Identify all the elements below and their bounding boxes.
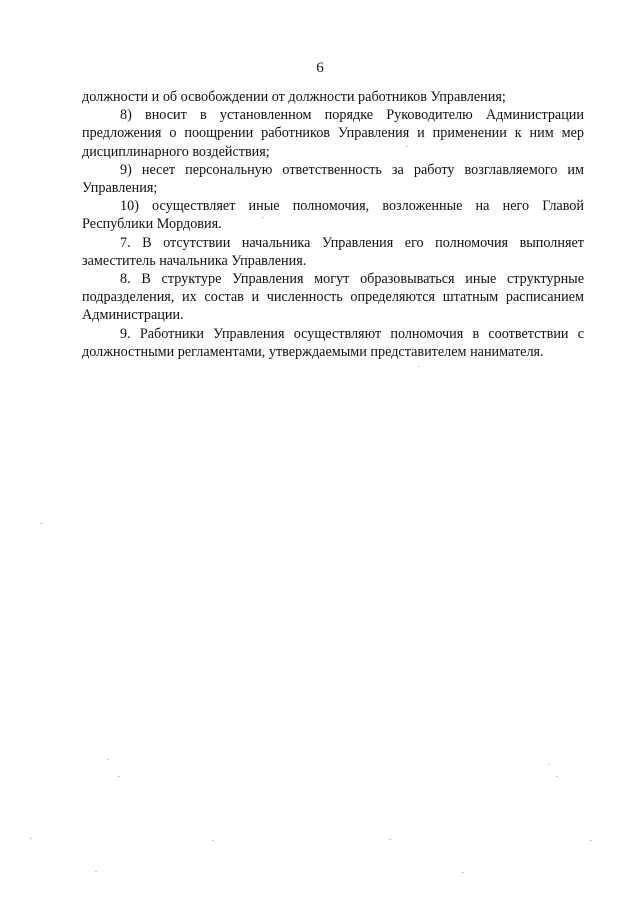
- scan-speck: [548, 764, 550, 765]
- scan-speck: [118, 776, 120, 777]
- paragraph-continuation: должности и об освобождении от должности работников Управления;: [82, 89, 506, 105]
- paragraph-item-10: 10) осуществляет иные полномочия, возложенные на него Главой Республики Мордовия.: [82, 198, 584, 233]
- paragraph-section-8: 8. В структуре Управления могут образовываться иные структурные подразделения, их состав и численность определяются штатным расписанием Администрации.: [82, 271, 584, 324]
- document-body: [82, 88, 584, 361]
- scan-speck: [107, 759, 109, 760]
- page-number: 6: [316, 60, 324, 76]
- scan-speck: [590, 840, 592, 841]
- scan-speck: [40, 523, 42, 524]
- scan-speck: [389, 839, 391, 840]
- paragraph-item-9: 9) несет персональную ответственность за работу возглавляемого им Управления;: [82, 161, 584, 197]
- scan-speck: [406, 146, 408, 147]
- paragraph-section-7: 7. В отсутствии начальника Управления его полномочия выполняет заместитель начальника Управления.: [82, 234, 584, 269]
- scan-speck: [556, 776, 558, 777]
- scan-speck: [462, 872, 464, 873]
- scan-speck: [212, 840, 214, 841]
- paragraph-item-8: 8) вносит в установленном порядке Руководителю Администрации предложения о поощрении работников Управления и применении к ним мер дисциплинарного воздействия;: [82, 107, 584, 160]
- scan-speck: [262, 217, 264, 218]
- scan-speck: [30, 838, 32, 839]
- scan-speck: [95, 871, 97, 872]
- scan-speck: [418, 366, 420, 367]
- paragraph-section-9: 9. Работники Управления осуществляют полномочия в соответствии с должностными регламентами, утверждаемыми представителем нанимателя.: [82, 325, 584, 360]
